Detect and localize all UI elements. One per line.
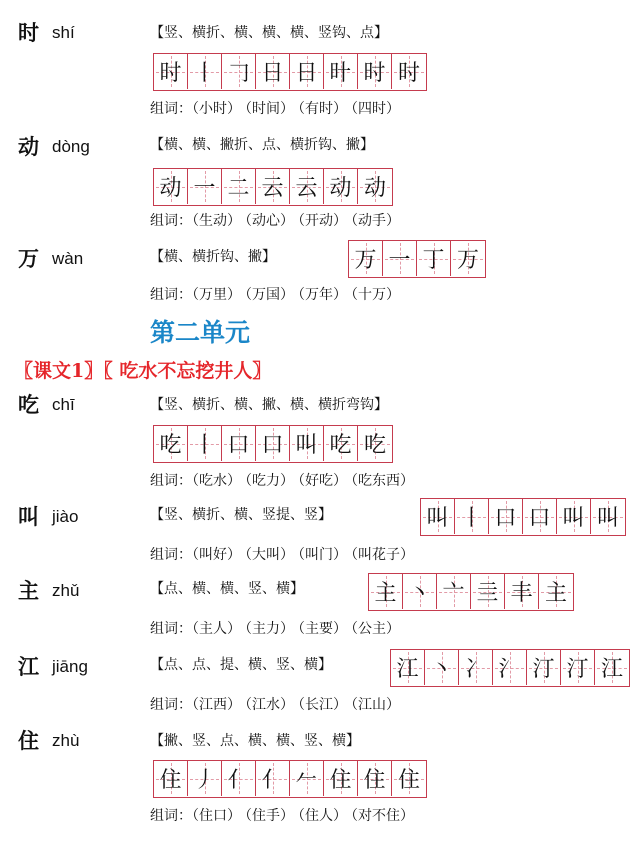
- stroke-cell: [505, 574, 539, 609]
- stroke-glyph: 时: [159, 61, 182, 86]
- stroke-order-text: 【横、横折钩、撇】: [150, 249, 276, 265]
- stroke-cell: [489, 499, 523, 534]
- stroke-cell: [154, 761, 188, 796]
- stroke-cell: [421, 499, 455, 534]
- stroke-cell: [437, 574, 471, 609]
- word-list: [150, 284, 404, 306]
- words-label: 组词：: [150, 213, 192, 229]
- words-label: 组词：: [150, 808, 192, 824]
- words-label: 组词：: [150, 547, 192, 563]
- stroke-order-text: 【竖、横折、横、横、横、竖钩、点】: [150, 25, 388, 41]
- word-list: [150, 98, 404, 120]
- word-list: [150, 805, 418, 827]
- word-item: （叫好）: [192, 547, 241, 563]
- entry-pinyin: dòng: [52, 137, 90, 156]
- word-item: （长江）: [298, 697, 347, 713]
- stroke-glyph: 叫: [295, 433, 318, 458]
- word-item: （吃力）: [245, 473, 294, 489]
- stroke-cell: [493, 650, 527, 685]
- stroke-cell: [154, 426, 188, 461]
- entry-pinyin: zhù: [52, 731, 80, 750]
- stroke-glyph: 丁: [422, 248, 445, 273]
- stroke-glyph: 时: [363, 61, 386, 86]
- stroke-grid: [348, 240, 486, 278]
- stroke-glyph: 口: [528, 506, 551, 531]
- stroke-glyph: 日: [261, 61, 284, 86]
- stroke-cell: [591, 499, 625, 534]
- word-item: （十万）: [351, 287, 400, 303]
- stroke-cell: [561, 650, 595, 685]
- word-item: （公主）: [351, 621, 400, 637]
- stroke-grid: [390, 649, 630, 687]
- stroke-cell: [392, 54, 426, 89]
- word-item: （叫门）: [298, 547, 347, 563]
- stroke-glyph: 住: [329, 768, 352, 793]
- stroke-order-text: 【撇、竖、点、横、横、竖、横】: [150, 733, 360, 749]
- stroke-glyph: 住: [363, 768, 386, 793]
- stroke-cell: [557, 499, 591, 534]
- stroke-cell: [188, 426, 222, 461]
- stroke-cell: [222, 169, 256, 204]
- stroke-cell: [324, 426, 358, 461]
- stroke-order-text: 【点、横、横、竖、横】: [150, 581, 304, 597]
- stroke-glyph: 万: [354, 248, 377, 273]
- words-label: 组词：: [150, 473, 192, 489]
- stroke-cell: [222, 54, 256, 89]
- stroke-glyph: 叫: [426, 506, 449, 531]
- stroke-cell: [459, 650, 493, 685]
- entry-character: 万: [18, 246, 39, 271]
- word-item: （住手）: [245, 808, 294, 824]
- stroke-grid: [153, 53, 427, 91]
- word-item: （有时）: [298, 101, 347, 117]
- stroke-glyph: 丶: [430, 657, 453, 682]
- word-item: （动心）: [245, 213, 294, 229]
- stroke-glyph: 𠂉: [295, 768, 318, 793]
- word-item: （对不住）: [351, 808, 414, 824]
- entry-pinyin: wàn: [52, 249, 84, 268]
- stroke-order-text: 【点、点、提、横、竖、横】: [150, 657, 332, 673]
- stroke-glyph: 动: [329, 176, 352, 201]
- stroke-glyph: 叫: [596, 506, 619, 531]
- entry-character: 叫: [18, 504, 39, 529]
- stroke-cell: [471, 574, 505, 609]
- word-item: （大叫）: [245, 547, 294, 563]
- stroke-cell: [451, 241, 485, 276]
- stroke-glyph: 亻: [227, 768, 250, 793]
- word-item: （住人）: [298, 808, 347, 824]
- stroke-order-text: 【竖、横折、横、竖提、竖】: [150, 507, 332, 523]
- words-label: 组词：: [150, 697, 192, 713]
- stroke-cell: [527, 650, 561, 685]
- stroke-glyph: 丨: [460, 506, 483, 531]
- entry-character: 江: [18, 654, 39, 679]
- stroke-glyph: 云: [295, 176, 318, 201]
- stroke-glyph: 氵: [498, 657, 521, 682]
- stroke-cell: [455, 499, 489, 534]
- stroke-cell: [358, 761, 392, 796]
- stroke-glyph: 动: [159, 176, 182, 201]
- stroke-glyph: 主: [544, 581, 567, 606]
- stroke-grid: [153, 168, 393, 206]
- stroke-glyph: 吃: [363, 433, 386, 458]
- words-label: 组词：: [150, 287, 192, 303]
- word-item: （江水）: [245, 697, 294, 713]
- stroke-cell: [256, 761, 290, 796]
- words-label: 组词：: [150, 621, 192, 637]
- word-item: （江西）: [192, 697, 241, 713]
- entry-character: 时: [18, 20, 39, 45]
- stroke-cell: [188, 54, 222, 89]
- stroke-glyph: 吃: [159, 433, 182, 458]
- entry-character: 住: [18, 728, 39, 753]
- stroke-glyph: 吃: [329, 433, 352, 458]
- stroke-cell: [369, 574, 403, 609]
- stroke-glyph: 住: [397, 768, 420, 793]
- stroke-cell: [349, 241, 383, 276]
- unit-title: 第二单元: [150, 318, 251, 347]
- stroke-cell: [290, 761, 324, 796]
- stroke-glyph: 亻: [261, 768, 284, 793]
- word-item: （万里）: [192, 287, 241, 303]
- word-item: （吃东西）: [351, 473, 414, 489]
- entry-pinyin: chī: [52, 395, 75, 414]
- word-item: （叫花子）: [351, 547, 414, 563]
- stroke-cell: [425, 650, 459, 685]
- stroke-glyph: 江: [600, 657, 623, 682]
- stroke-cell: [539, 574, 573, 609]
- stroke-glyph: 口: [494, 506, 517, 531]
- word-list: [150, 694, 404, 716]
- stroke-glyph: 叫: [562, 506, 585, 531]
- stroke-cell: [358, 426, 392, 461]
- words-label: 组词：: [150, 101, 192, 117]
- stroke-glyph: 动: [363, 176, 386, 201]
- stroke-cell: [324, 54, 358, 89]
- stroke-cell: [188, 169, 222, 204]
- stroke-cell: [222, 761, 256, 796]
- stroke-cell: [256, 169, 290, 204]
- stroke-glyph: 一: [193, 176, 216, 201]
- stroke-cell: [358, 54, 392, 89]
- entry-pinyin: shí: [52, 23, 75, 42]
- stroke-glyph: 江: [396, 657, 419, 682]
- stroke-cell: [290, 426, 324, 461]
- stroke-grid: [153, 760, 427, 798]
- word-list: [150, 470, 418, 492]
- stroke-cell: [154, 169, 188, 204]
- stroke-cell: [403, 574, 437, 609]
- lesson-title: 〖课文1〗〖 吃水不忘挖井人〗: [14, 360, 272, 382]
- stroke-cell: [523, 499, 557, 534]
- stroke-cell: [417, 241, 451, 276]
- word-list: [150, 544, 418, 566]
- stroke-glyph: 丨: [193, 433, 216, 458]
- stroke-glyph: 丿: [193, 768, 216, 793]
- stroke-glyph: 日: [295, 61, 318, 86]
- word-item: （动手）: [351, 213, 400, 229]
- stroke-grid: [368, 573, 574, 611]
- stroke-glyph: 口: [227, 433, 250, 458]
- stroke-cell: [188, 761, 222, 796]
- stroke-glyph: 丨: [193, 61, 216, 86]
- entry-pinyin: jiào: [52, 507, 79, 526]
- word-list: [150, 210, 404, 232]
- stroke-glyph: 云: [261, 176, 284, 201]
- entry-character: 吃: [18, 392, 39, 417]
- word-list: [150, 618, 404, 640]
- stroke-glyph: 住: [159, 768, 182, 793]
- word-item: （四时）: [351, 101, 400, 117]
- word-item: （住口）: [192, 808, 241, 824]
- stroke-glyph: 𠃌: [227, 61, 250, 86]
- stroke-glyph: 万: [456, 248, 479, 273]
- stroke-grid: [153, 425, 393, 463]
- word-item: （主要）: [298, 621, 347, 637]
- stroke-cell: [391, 650, 425, 685]
- word-item: （时间）: [245, 101, 294, 117]
- stroke-order-text: 【横、横、撇折、点、横折钩、撇】: [150, 137, 374, 153]
- stroke-glyph: 主: [374, 581, 397, 606]
- entry-character: 主: [18, 578, 39, 603]
- stroke-cell: [392, 761, 426, 796]
- stroke-glyph: 丰: [510, 581, 533, 606]
- stroke-glyph: 二: [227, 176, 250, 201]
- stroke-order-text: 【竖、横折、横、撇、横、横折弯钩】: [150, 397, 388, 413]
- stroke-glyph: 亖: [476, 581, 499, 606]
- word-item: （吃水）: [192, 473, 241, 489]
- entry-character: 动: [18, 134, 39, 159]
- word-item: （江山）: [351, 697, 400, 713]
- word-item: （小时）: [192, 101, 241, 117]
- stroke-cell: [324, 761, 358, 796]
- stroke-cell: [383, 241, 417, 276]
- stroke-cell: [595, 650, 629, 685]
- stroke-glyph: 口: [261, 433, 284, 458]
- entry-pinyin: zhǔ: [52, 581, 80, 600]
- entry-pinyin: jiāng: [52, 657, 88, 676]
- stroke-cell: [222, 426, 256, 461]
- stroke-cell: [324, 169, 358, 204]
- stroke-cell: [256, 54, 290, 89]
- word-item: （主力）: [245, 621, 294, 637]
- word-item: （好吃）: [298, 473, 347, 489]
- word-item: （主人）: [192, 621, 241, 637]
- stroke-grid: [420, 498, 626, 536]
- word-item: （万国）: [245, 287, 294, 303]
- word-item: （万年）: [298, 287, 347, 303]
- stroke-glyph: 时: [397, 61, 420, 86]
- word-item: （生动）: [192, 213, 241, 229]
- stroke-glyph: 汀: [566, 657, 589, 682]
- stroke-cell: [256, 426, 290, 461]
- stroke-glyph: 丶: [408, 581, 431, 606]
- stroke-cell: [358, 169, 392, 204]
- stroke-glyph: 冫: [464, 657, 487, 682]
- stroke-glyph: 一: [388, 248, 411, 273]
- word-item: （开动）: [298, 213, 347, 229]
- stroke-cell: [154, 54, 188, 89]
- stroke-cell: [290, 169, 324, 204]
- stroke-cell: [290, 54, 324, 89]
- stroke-glyph: 汀: [532, 657, 555, 682]
- stroke-glyph: 旪: [329, 61, 352, 86]
- stroke-glyph: 亠: [442, 581, 465, 606]
